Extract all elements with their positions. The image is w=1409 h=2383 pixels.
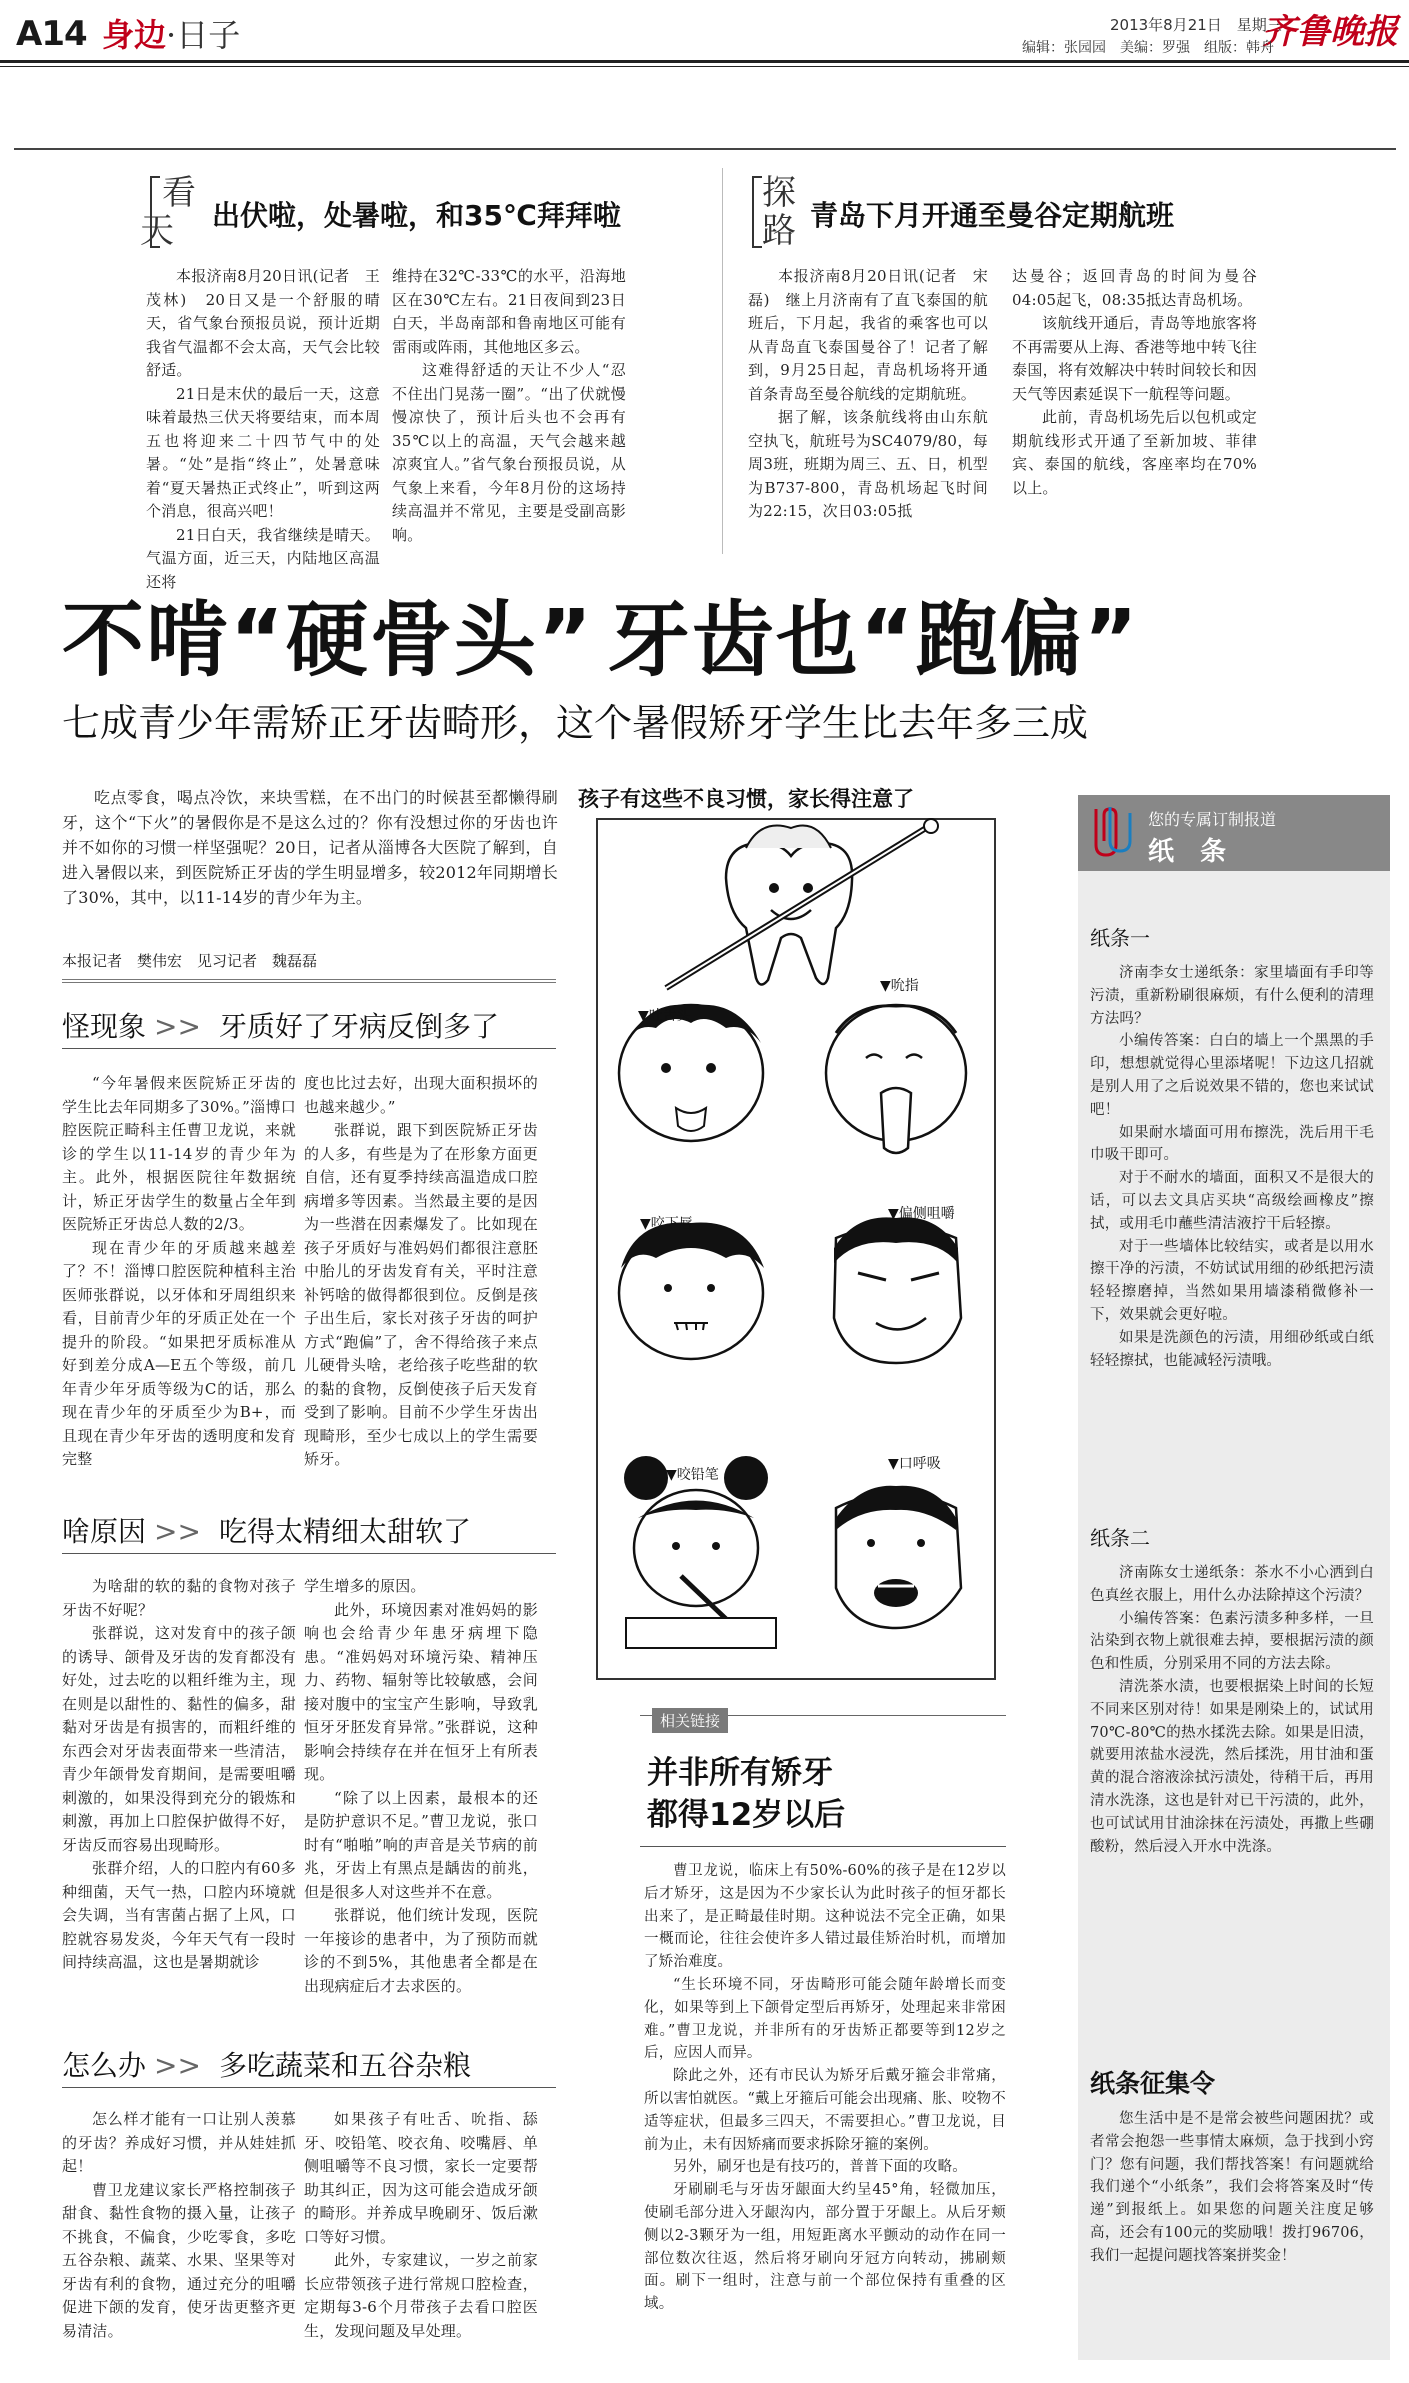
paragraph: 21日是末伏的最后一天，这意味着最热三伏天将要结束，而本周五也将迎来二十四节气中的处暑。“处”是指“终止”，处暑意味着“夏天暑热正式终止”，听到这两个消息，很高兴吧！ <box>146 384 380 520</box>
paragraph: 另外，刷牙也是有技巧的，普普下面的攻略。 <box>673 2159 967 2176</box>
tag-char-1: 看 <box>162 173 196 213</box>
byline-rule <box>62 979 556 983</box>
tag-char-2: 路 <box>762 211 796 251</box>
section-heading-reason <box>62 1510 471 1550</box>
paragraph: 除此之外，还有市民认为矫牙后戴牙箍会非常痛，所以害怕就医。“戴上牙箍后可能会出现痛、胀、咬物不适等症状，但最多三四天，不需要担心。”曹卫龙说，目前为止，未有因矫痛而要求拆除牙箍的案例。 <box>644 2068 1006 2153</box>
paragraph: “除了以上因素，最根本的还是防护意识不足。”曹卫龙说，张口时有“啪啪”响的声音是关节病的前兆，牙齿上有黑点是龋齿的前兆，但是很多人对这些并不在意。 <box>304 1788 538 1901</box>
paragraph: 您生活中是不是常会被些问题困扰？或者常会抱怨一些事情太麻烦，急于找到小窍门？您有问题，我们帮找答案！有问题就给我们递个“小纸条”，我们会将答案及时“传递”到报纸上。如果您的问题关注度足够高，还会有100元的奖励哦！拨打96706，我们一起提问题找答案拼奖金！ <box>1090 2111 1374 2264</box>
chevron-double-icon: >> <box>154 1010 201 1043</box>
section3-col2 <box>304 2108 538 2343</box>
headline-quote: ” <box>1083 593 1140 688</box>
paragraph: 达曼谷；返回青岛的时间为曼谷04:05起飞，08:35抵达青岛机场。 <box>1012 267 1257 309</box>
headline-part: 硬骨头 <box>285 593 538 688</box>
paragraph: 张群说，跟下到医院矫正牙齿的人多，有些是为了在形象方面更自信，还有夏季持续高温造成口腔病增多等因素。当然最主要的是因为一些潜在因素爆发了。比如现在孩子牙质好与准妈妈们都很注意胚中胎儿的牙齿发育有关，平时注意补钙啥的做得都很到位。反倒是孩子出生后，家长对孩子牙齿的呵护方式“跑偏”了，舍不得给孩子来点儿硬骨头啥，老给孩子吃些甜的软的黏的食物，反倒使孩子后天发育受到了影响。目前不少学生牙齿出现畸形，至少七成以上的学生需要矫牙。 <box>304 1121 538 1468</box>
paragraph: 现在青少年的牙质越来越差了？不！淄博口腔医院种植科主治医师张群说，以牙体和牙周组织来看，目前青少年的牙质正处在一个提升的阶段。“如果把牙质标准从好到差分成A—E五个等级，前几年青少年牙质等级为C的话，那么现在青少年的牙质至少为B+，而且现在青少年牙齿的透明度和发育完整 <box>62 1238 296 1468</box>
face-tongue-icon <box>619 1005 763 1141</box>
paragraph: 为啥甜的软的黏的食物对孩子牙齿不好呢？ <box>62 1577 296 1619</box>
paragraph: “生长环境不同，牙齿畸形可能会随年龄增长而变化，如果等到上下颌骨定型后再矫牙，处理起来非常困难。”曹卫龙说，并非所有的牙齿矫正都要等到12岁之后，应因人而异。 <box>644 1976 1006 2062</box>
related-tag: 相关链接 <box>652 1708 728 1733</box>
top-right-headline: 青岛下月开通至曼谷定期航班 <box>810 199 1175 232</box>
top-right-col1 <box>748 265 988 524</box>
top-section-rule <box>14 148 1396 150</box>
paragraph: 维持在32℃-33℃的水平，沿海地区在30℃左右。21日夜间到23日白天，半岛南部和鲁南地区可能有雷雨或阵雨，其他地区多云。 <box>392 267 626 356</box>
section3-col1 <box>62 2108 296 2343</box>
paragraph: 张群说，他们统计发现，医院一年接诊的患者中，为了预防而就诊的不到5%，其他患者全都是在出现病症后才去求医的。 <box>304 1906 538 1995</box>
face-mouth-breathing-icon <box>836 1486 961 1628</box>
paragraph: 此外，专家建议，一岁之前家长应带领孩子进行常规口腔检查，定期每3-6个月带孩子去看口腔医生，发现问题及早处理。 <box>304 2251 538 2340</box>
staff-credits: 编辑：张园园 美编：罗强 组版：韩舟 <box>1022 40 1274 56</box>
section2-col1 <box>62 1575 296 1975</box>
main-byline: 本报记者 樊伟宏 见习记者 魏磊磊 <box>62 952 318 970</box>
headline-part: 不啃 <box>62 593 231 688</box>
tag-char-1: 探 <box>762 173 796 213</box>
main-headline <box>62 575 1140 692</box>
paragraph: 此外，环境因素对准妈妈的影响也会给青少年患牙病埋下隐患。“准妈妈对环境污染、精神压力、药物、辐射等比较敏感，会间接对腹中的宝宝产生影响，导致乳恒牙牙胚发育异常。”张群说，这种影响会持续存在并在恒牙上有所表现。 <box>304 1600 538 1783</box>
section-title: 多吃蔬菜和五谷杂粮 <box>218 2049 471 2082</box>
related-body <box>644 1860 1006 2316</box>
note1-title: 纸条一 <box>1090 926 1150 950</box>
face-one-sided-chewing-icon <box>834 1217 961 1363</box>
top-left-col1 <box>146 265 380 594</box>
label-tongue: ▼吐舌头 <box>638 1008 691 1024</box>
section-rule <box>62 1553 556 1554</box>
tag-char-2: 天 <box>140 211 174 251</box>
top-left-col2 <box>392 265 626 547</box>
paragraph: 对于一些墙体比较结实，或者是以用水擦干净的污渍，不妨试试用细的砂纸把污渍轻轻擦磨掉，当然如果用墙漆稍微修补一下，效果就会更好啦。 <box>1090 1238 1374 1323</box>
banner-small: 您的专属订制报道 <box>1148 810 1277 829</box>
paragraph: 此前，青岛机场先后以包机或定期航线形式开通了至新加坡、菲律宾、泰国的航线，客座率均在70%以上。 <box>1012 408 1257 497</box>
paragraph: 曹卫龙说，临床上有50%-60%的孩子是在12岁以后才矫牙，这是因为不少家长认为此时孩子的恒牙都长出来了，是正畸最佳时期。这种说法不完全正确，如果一概而论，往往会使许多人错过最佳矫治时机，而增加了矫治难度。 <box>644 1863 1006 1971</box>
banner-big: 纸 条 <box>1148 837 1227 867</box>
paragraph: 曹卫龙建议家长严格控制孩子甜食、黏性食物的摄入量，让孩子不挑食，不偏食，少吃零食，多吃五谷杂粮、蔬菜、水果、坚果等对牙齿有利的食物，通过充分的咀嚼促进下颌的发育，使牙齿更整齐更易清洁。 <box>62 2180 296 2340</box>
headline-quote: ” <box>537 593 594 688</box>
section-title: 牙质好了牙病反倒多了 <box>218 1010 499 1043</box>
paragraph: 如果是洗颜色的污渍，用细砂纸或白纸轻轻擦拭，也能减轻污渍哦。 <box>1090 1329 1374 1369</box>
sidebar-banner <box>1078 795 1390 871</box>
note2-body <box>1090 1562 1374 1858</box>
paragraph: 小编传答案：白白的墙上一个黑黑的手印，想想就觉得心里添堵呢！下边这几招就是别人用了之后说效果不错的，您也来试试吧！ <box>1090 1033 1374 1118</box>
paragraph: 济南陈女士递纸条：茶水不小心洒到白色真丝衣服上，用什么办法除掉这个污渍？ <box>1090 1565 1374 1604</box>
section-label: 怪现象 <box>62 1010 147 1043</box>
illustration-title: 孩子有这些不良习惯，家长得注意了 <box>578 787 914 811</box>
paragraph: 度也比过去好，出现大面积损坏的也越来越少。” <box>304 1074 538 1116</box>
label-thumb: ▼吮指 <box>880 978 919 994</box>
label-lip: ▼咬下唇 <box>640 1216 693 1232</box>
headline-part: 牙齿也 <box>607 593 860 688</box>
paragraph: 张群介绍，人的口腔内有60多种细菌，天气一热，口腔内环境就会失调，当有害菌占据了上风，口腔就容易发炎，今年天气有一段时间持续高温，这也是暑期就诊 <box>62 1859 296 1971</box>
chevron-double-icon: >> <box>154 1515 201 1548</box>
section-secondary: 日子 <box>176 16 241 54</box>
call-title: 纸条征集令 <box>1090 2069 1216 2098</box>
section-rule <box>62 1048 556 1049</box>
section-name <box>102 10 240 56</box>
section1-col2 <box>304 1072 538 1472</box>
note2-title: 纸条二 <box>1090 1526 1150 1550</box>
section-label: 怎么办 <box>62 2049 147 2082</box>
section-dot: · <box>166 16 177 54</box>
related-headline <box>647 1752 845 1836</box>
header-rule-thin <box>0 66 1409 67</box>
lead-paragraph: 吃点零食，喝点冷饮，来块雪糕，在不出门的时候甚至都懒得刷牙，这个“下火”的暑假你是不是这么过的？你有没想过你的牙齿也许并不如你的习惯一样坚强呢？20日，记者从淄博各大医院了解到，自进入暑假以来，到医院矫正牙齿的学生明显增多，较2012年同期增长了30%，其中，以11-14岁的青少年为主。 <box>62 788 558 907</box>
column-divider <box>722 168 723 554</box>
paragraph: 牙刷刷毛与牙齿牙龈面大约呈45°角，轻微加压，使刷毛部分进入牙龈沟内，部分置于牙龈上。从后牙颊侧以2-3颗牙为一组，用短距离水平颤动的动作在同一部位数次往返，然后将牙刷向牙冠方向转动，拂刷颊面。刷下一组时，注意与前一个部位保持有重叠的区域。 <box>644 2182 1006 2313</box>
paragraph: 张群说，这对发育中的孩子颌的诱导、颌骨及牙齿的发育都没有好处，过去吃的以粗纤维为主，现在则是以甜性的、黏性的偏多，甜黏对牙齿是有损害的，而粗纤维的东西会对牙齿表面带来一些清洁，青少年颌骨发育期间，是需要咀嚼刺激的，如果没得到充分的锻炼和刺激，再加上口腔保护做得不好，牙齿反而容易出现畸形。 <box>62 1624 296 1854</box>
paragraph: 这难得舒适的天让不少人“忍不住出门晃荡一圈”。“出了伏就慢慢凉快了，预计后头也不会再有35℃以上的高温，天气会越来越凉爽宜人。”省气象台预报员说，从气象上来看，今年8月份的这场持续高温并不常见，主要是受副高影响。 <box>392 361 626 544</box>
paragraph: 如果耐水墙面可用布擦洗，洗后用干毛巾吸干即可。 <box>1090 1124 1374 1164</box>
paragraph: 清洗茶水渍，也要根据染上时间的长短不同来区别对待！如果是刚染上的，试试用70℃-80℃的热水揉洗去除。如果是旧渍，就要用浓盐水浸洗，然后揉洗，用甘油和蛋黄的混合溶液涂拭污渍处，待稍干后，再用清水洗涤，这也是针对已干污渍的，此外，也可试试用甘油涂抹在污渍处，再撒上些硼酸粉，然后浸入开水中洗涤。 <box>1090 1678 1374 1855</box>
related-rule <box>640 1846 1006 1847</box>
section1-col1 <box>62 1072 296 1472</box>
paragraph: 本报济南8月20日讯(记者 宋磊) 继上月济南有了直飞泰国的航班后，下月起，我省的乘客也可以从青岛直飞泰国曼谷了！记者了解到，9月25日起，青岛机场将开通首条青岛至曼谷航线的定期航班。 <box>748 267 988 403</box>
headline-line: 都得12岁以后 <box>647 1797 846 1833</box>
paragraph: 该航线开通后，青岛等地旅客将不再需要从上海、香港等地中转飞往泰国，将有效解决中转时间较长和因天气等因素延误下一航程等问题。 <box>1012 314 1257 403</box>
illustration <box>596 818 996 1680</box>
paragraph: 据了解，该条航线将由山东航空执飞，航班号为SC4079/80，每周3班，班期为周三、五、日，机型为B737-800，青岛机场起飞时间为22:15，次日03:05抵 <box>748 408 988 520</box>
section-title: 吃得太精细太甜软了 <box>218 1515 471 1548</box>
label-pencil: ▼咬铅笔 <box>666 1467 719 1483</box>
headline-part: 跑偏 <box>915 593 1084 688</box>
paragraph: 怎么样才能有一口让别人羡慕的牙齿？养成好习惯，并从娃娃抓起！ <box>62 2110 296 2175</box>
paragraph: 对于不耐水的墙面，面积又不是很大的话，可以去文具店买块“高级绘画橡皮”擦拭，或用毛巾蘸些清洁液拧干后轻擦。 <box>1090 1170 1374 1232</box>
section-heading-solution <box>62 2044 471 2084</box>
section2-col2 <box>304 1575 538 1998</box>
section-heading-phenomenon <box>62 1005 499 1045</box>
header-rule <box>0 60 1409 63</box>
paper-clip-icon <box>1082 801 1136 861</box>
top-right-col2 <box>1012 265 1257 500</box>
main-lead <box>62 785 558 910</box>
paragraph: 本报济南8月20日讯(记者 王茂林) 20日又是一个舒服的晴天，省气象台预报员说，预计近期我省气温都不会太高，天气会比较舒适。 <box>146 267 380 379</box>
chevron-double-icon: >> <box>154 2049 201 2082</box>
headline-quote: “ <box>230 593 286 688</box>
label-mouth-breathing: ▼口呼吸 <box>888 1456 941 1472</box>
headline-line: 并非所有矫牙 <box>647 1755 833 1791</box>
headline-quote: “ <box>859 593 916 688</box>
section-primary: 身边 <box>102 16 167 54</box>
section-rule <box>62 2087 556 2088</box>
paragraph: 21日白天，我省继续是晴天。气温方面，近三天，内陆地区高温还将 <box>146 525 380 591</box>
paragraph: 如果孩子有吐舌、吮指、舔牙、咬铅笔、咬衣角、咬嘴唇、单侧咀嚼等不良习惯，家长一定要帮助其纠正，因为这可能会造成牙颌的畸形。并养成早晚刷牙、饭后漱口等好习惯。 <box>304 2110 538 2246</box>
face-lip-biting-icon <box>619 1223 764 1359</box>
paragraph: 济南李女士递纸条：家里墙面有手印等污渍，重新粉刷很麻烦，有什么便利的清理方法吗？ <box>1090 965 1374 1027</box>
call-body <box>1090 2108 1374 2268</box>
paragraph: 学生增多的原因。 <box>304 1577 426 1595</box>
issue-date: 2013年8月21日 星期三 <box>1110 16 1282 34</box>
section-label: 啥原因 <box>62 1515 147 1548</box>
face-pencil-biting-icon <box>624 1456 776 1648</box>
face-thumb-sucking-icon <box>826 1005 966 1153</box>
tooth-mascot-icon <box>666 819 938 988</box>
page-number: A14 <box>16 14 87 54</box>
top-left-headline: 出伏啦，处暑啦，和35℃拜拜啦 <box>212 199 621 232</box>
note1-body <box>1090 962 1374 1372</box>
main-subheadline: 七成青少年需矫正牙齿畸形，这个暑假矫牙学生比去年多三成 <box>62 701 1089 745</box>
paragraph: “今年暑假来医院矫正牙齿的学生比去年同期多了30%。”淄博口腔医院正畸科主任曹卫龙说，来就诊的学生以11-14岁的青少年为主。此外，根据医院往年数据统计，矫正牙齿学生的数量占全年到医院矫正牙齿总人数的2/3。 <box>62 1074 296 1233</box>
label-chewing: ▼偏侧咀嚼 <box>888 1206 955 1222</box>
paragraph: 小编传答案：色素污渍多种多样，一旦沾染到衣物上就很难去掉，要根据污渍的颜色和性质，分别采用不同的方法去除。 <box>1090 1610 1374 1673</box>
newspaper-logo: 齐鲁晚报 <box>1262 12 1398 52</box>
